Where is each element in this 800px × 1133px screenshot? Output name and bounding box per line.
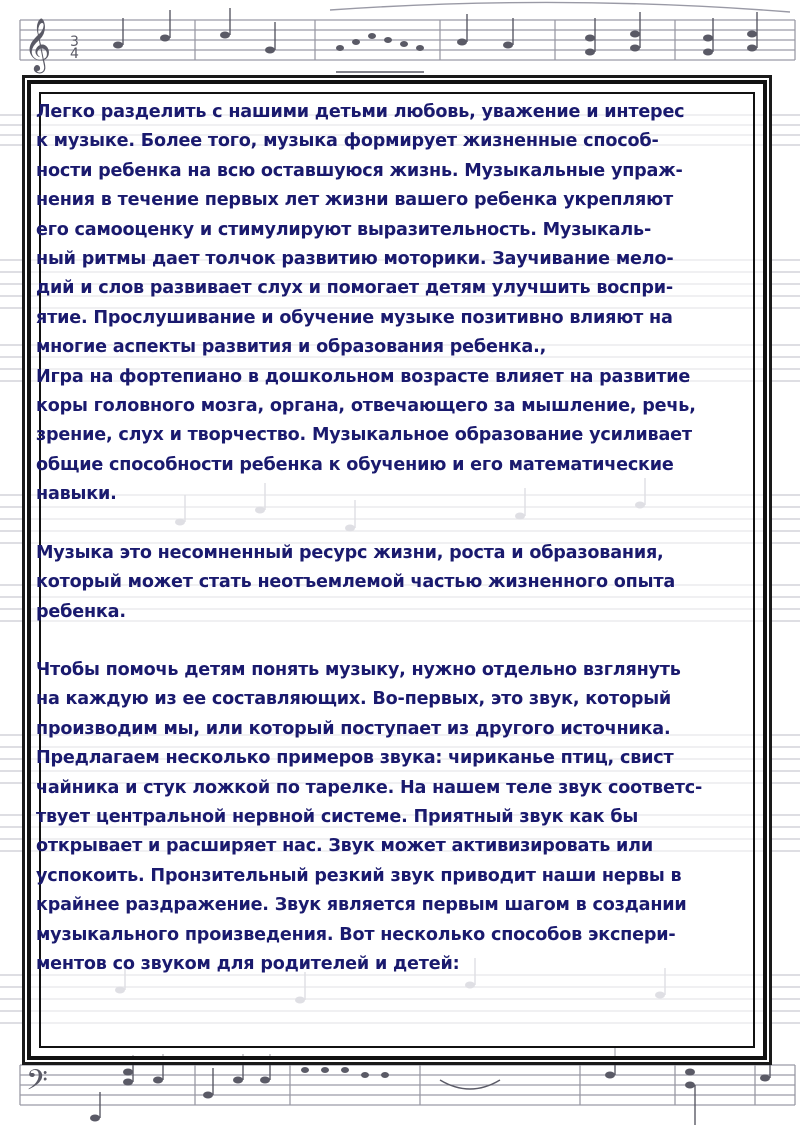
paragraph-sound: Чтобы помочь детям понять музыку, нужно отдельно взглянуть на каждую из ее составляющих. Во-первых, это звук, который производим мы, или который поступает из другого источника. Предлагаем несколько примеров звука: чириканье птиц, свист чайника и стук ложкой по тарелке. На нашем теле звук соответс- твует центральной нервной системе. Приятный звук как бы открывает и расширяет нас. Звук может активизировать или успокоить. Пронзительный резкий звук приводит наши нервы в крайнее раздражение. Звук является первым шагом в создании музыкального произведения. Вот несколько способов экспери- ментов со звуком для родителей и детей: xyxy=(36,659,703,974)
svg-text:4: 4 xyxy=(70,46,79,62)
svg-text:3: 3 xyxy=(70,34,79,50)
svg-text:𝄞: 𝄞 xyxy=(24,17,52,71)
top-staff-notes xyxy=(70,2,790,72)
bottom-staff xyxy=(20,1065,795,1105)
bass-clef-icon xyxy=(26,1064,48,1104)
top-staff xyxy=(20,20,795,60)
paragraph-intro: Легко разделить с нашими детьми любовь, уважение и интерес к музыке. Более того, музыка формирует жизненные способ- ности ребенка на всю оставшуюся жизнь. Музыкальные упраж- нения в течение первых лет жизни вашего ребенка укрепляют его самооценку и стимулируют выразительность. Музыкаль- ный ритмы дает толчок развитию моторики. Заучивание мело- дий и слов развивает слух и помогает детям улучшить воспри- ятие. Прослушивание и обучение музыке позитивно влияют на многие аспекты развития и образования ребенка., xyxy=(36,102,685,358)
paragraph-piano: Игра на фортепиано в дошкольном возрасте влияет на развитие коры головного мозга, органа, отвечающего за мышление, речь, зрение, слух и творчество. Музыкальное образование усиливает общие способности ребенка к обучению и его математические навыки. xyxy=(36,366,696,505)
svg-text:𝄢: 𝄢 xyxy=(26,1064,48,1104)
article-body xyxy=(36,98,758,979)
treble-clef-icon xyxy=(24,17,51,73)
paragraph-resource: Музыка это несомненный ресурс жизни, роста и образования, который может стать неотъемлемой частью жизненного опыта ребенка. xyxy=(36,542,675,622)
